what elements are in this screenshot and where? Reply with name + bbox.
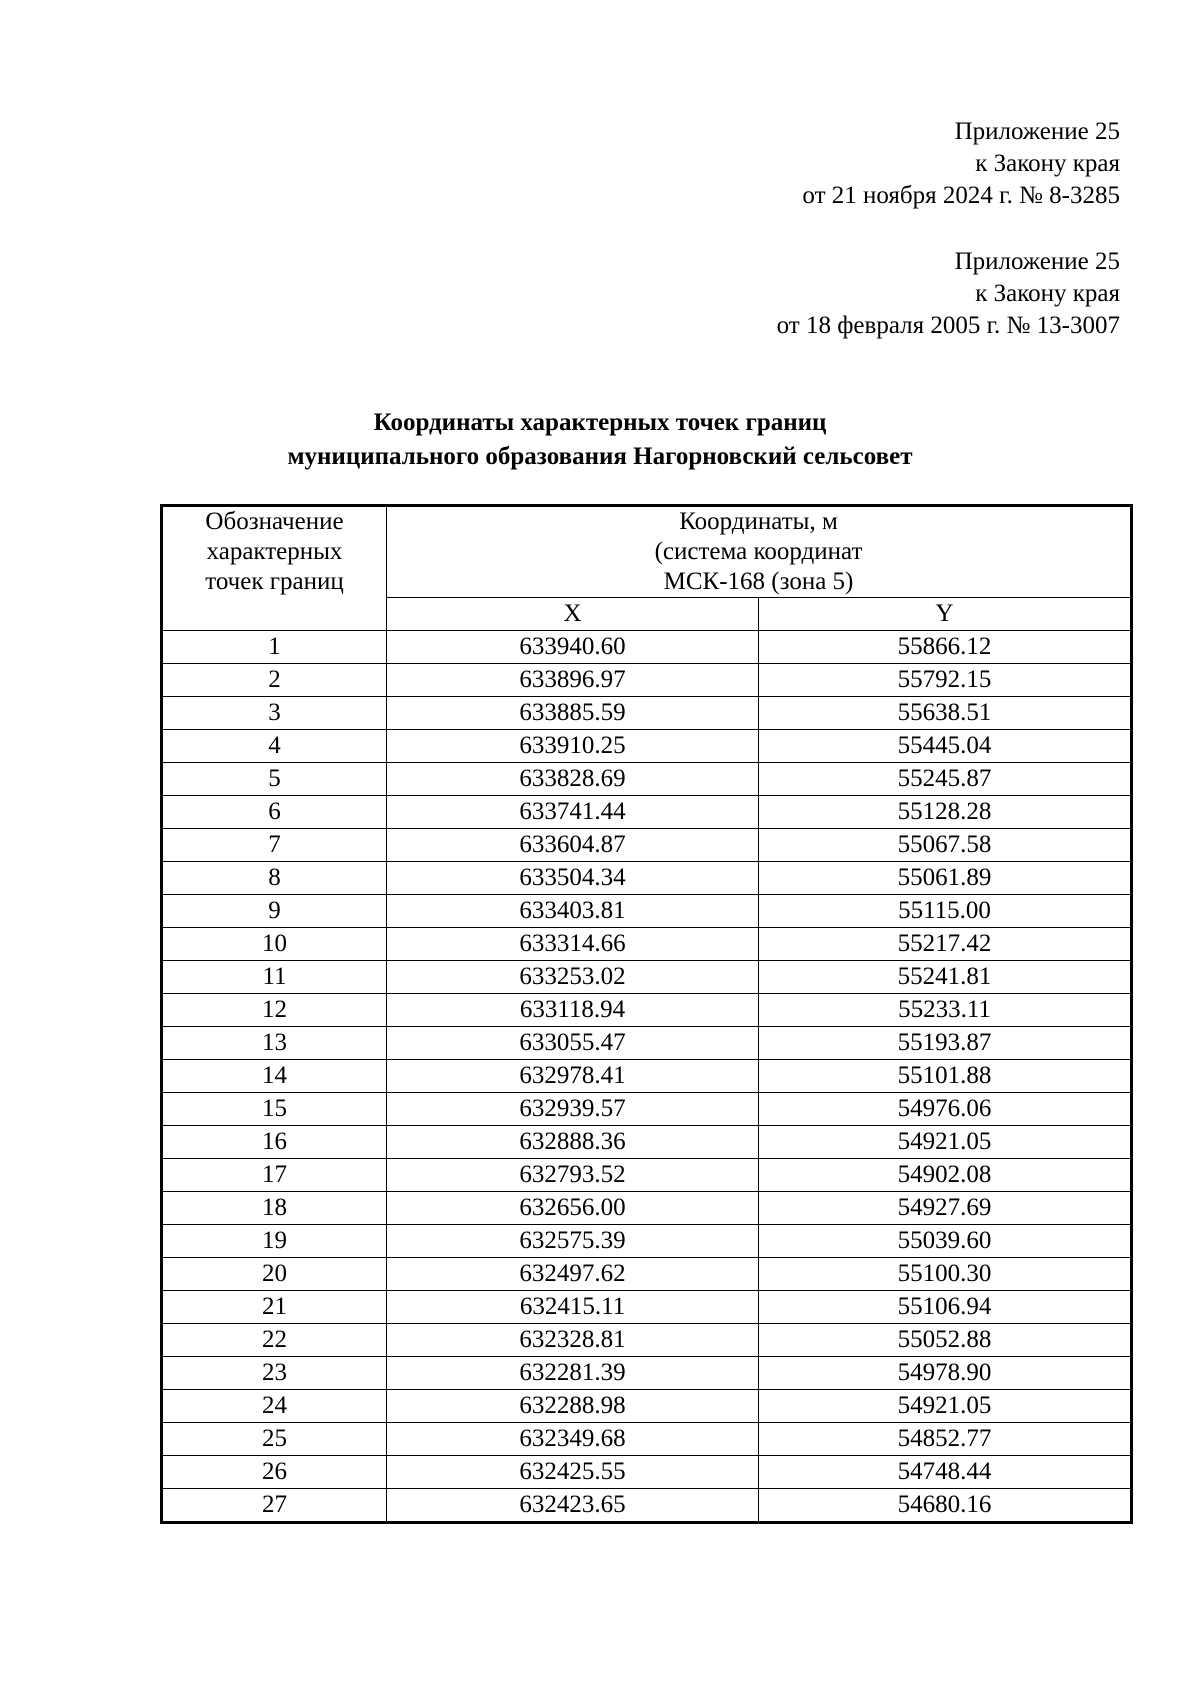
table-row <box>162 862 1132 895</box>
y-cell: 54921.05 <box>759 1390 1132 1423</box>
table-row <box>162 1159 1132 1192</box>
x-cell: 632288.98 <box>387 1390 759 1423</box>
point-cell: 3 <box>162 697 387 730</box>
y-cell: 55100.30 <box>759 1258 1132 1291</box>
y-cell: 55115.00 <box>759 895 1132 928</box>
table-row <box>162 1258 1132 1291</box>
table-row <box>162 1126 1132 1159</box>
table-row <box>162 1357 1132 1390</box>
x-cell: 633604.87 <box>387 829 759 862</box>
y-cell: 54978.90 <box>759 1357 1132 1390</box>
point-cell: 5 <box>162 763 387 796</box>
point-cell: 8 <box>162 862 387 895</box>
y-cell: 55445.04 <box>759 730 1132 763</box>
y-cell: 54680.16 <box>759 1489 1132 1523</box>
table-row <box>162 664 1132 697</box>
x-cell: 633741.44 <box>387 796 759 829</box>
point-cell: 12 <box>162 994 387 1027</box>
point-cell: 4 <box>162 730 387 763</box>
x-cell: 632497.62 <box>387 1258 759 1291</box>
header-coordinates <box>387 506 1132 598</box>
header-point-line-3: точек границ <box>205 568 344 595</box>
y-cell: 55638.51 <box>759 697 1132 730</box>
x-cell: 633118.94 <box>387 994 759 1027</box>
attachment-law-date: от 18 февраля 2005 г. № 13-3007 <box>776 312 1120 339</box>
y-cell: 54748.44 <box>759 1456 1132 1489</box>
x-cell: 632939.57 <box>387 1093 759 1126</box>
document-title-line-2: муниципального образования Нагорновский сельсовет <box>287 443 913 470</box>
document-title <box>0 406 1200 474</box>
x-cell: 633314.66 <box>387 928 759 961</box>
x-cell: 633940.60 <box>387 631 759 664</box>
x-cell: 632425.55 <box>387 1456 759 1489</box>
x-cell: 632888.36 <box>387 1126 759 1159</box>
table-row <box>162 796 1132 829</box>
x-cell: 632415.11 <box>387 1291 759 1324</box>
y-cell: 55067.58 <box>759 829 1132 862</box>
y-cell: 54902.08 <box>759 1159 1132 1192</box>
table-row <box>162 994 1132 1027</box>
table-row <box>162 763 1132 796</box>
x-cell: 633403.81 <box>387 895 759 928</box>
point-cell: 19 <box>162 1225 387 1258</box>
x-cell: 632575.39 <box>387 1225 759 1258</box>
table-body <box>162 631 1132 1523</box>
attachment-number: Приложение 25 <box>954 248 1120 275</box>
y-cell: 55061.89 <box>759 862 1132 895</box>
x-cell: 632349.68 <box>387 1423 759 1456</box>
table-row <box>162 961 1132 994</box>
point-cell: 11 <box>162 961 387 994</box>
y-cell: 55217.42 <box>759 928 1132 961</box>
y-cell: 54921.05 <box>759 1126 1132 1159</box>
table-row <box>162 1093 1132 1126</box>
y-cell: 55101.88 <box>759 1060 1132 1093</box>
table-row <box>162 895 1132 928</box>
attachment-law-ref: к Закону края <box>975 280 1120 307</box>
x-cell: 633253.02 <box>387 961 759 994</box>
y-cell: 55106.94 <box>759 1291 1132 1324</box>
table-row <box>162 1192 1132 1225</box>
x-cell: 632423.65 <box>387 1489 759 1523</box>
point-cell: 6 <box>162 796 387 829</box>
table-row <box>162 730 1132 763</box>
x-cell: 633885.59 <box>387 697 759 730</box>
point-cell: 20 <box>162 1258 387 1291</box>
document-title-line-1: Координаты характерных точек границ <box>373 409 827 436</box>
point-cell: 10 <box>162 928 387 961</box>
y-cell: 55792.15 <box>759 664 1132 697</box>
table-row <box>162 1456 1132 1489</box>
y-cell: 55039.60 <box>759 1225 1132 1258</box>
point-cell: 14 <box>162 1060 387 1093</box>
point-cell: 26 <box>162 1456 387 1489</box>
point-cell: 1 <box>162 631 387 664</box>
y-cell: 55245.87 <box>759 763 1132 796</box>
header-x: X <box>387 598 759 631</box>
attachment-number: Приложение 25 <box>954 118 1120 145</box>
table-row <box>162 1060 1132 1093</box>
x-cell: 632328.81 <box>387 1324 759 1357</box>
y-cell: 55193.87 <box>759 1027 1132 1060</box>
point-cell: 2 <box>162 664 387 697</box>
attachment-block-current <box>802 116 1120 212</box>
table-row <box>162 928 1132 961</box>
x-cell: 633828.69 <box>387 763 759 796</box>
attachment-law-ref: к Закону края <box>975 150 1120 177</box>
table-row <box>162 1225 1132 1258</box>
y-cell: 55866.12 <box>759 631 1132 664</box>
point-cell: 15 <box>162 1093 387 1126</box>
x-cell: 633055.47 <box>387 1027 759 1060</box>
x-cell: 632793.52 <box>387 1159 759 1192</box>
table-row <box>162 1291 1132 1324</box>
point-cell: 21 <box>162 1291 387 1324</box>
point-cell: 23 <box>162 1357 387 1390</box>
table-row <box>162 829 1132 862</box>
header-coords-line-3: МСК-168 (зона 5) <box>663 568 854 595</box>
x-cell: 633910.25 <box>387 730 759 763</box>
header-coords-line-2: (система координат <box>654 538 863 565</box>
table-row <box>162 697 1132 730</box>
x-cell: 632656.00 <box>387 1192 759 1225</box>
table-row <box>162 1489 1132 1523</box>
table-row <box>162 1423 1132 1456</box>
table-row <box>162 1324 1132 1357</box>
point-cell: 16 <box>162 1126 387 1159</box>
x-cell: 633504.34 <box>387 862 759 895</box>
point-cell: 27 <box>162 1489 387 1523</box>
y-cell: 54976.06 <box>759 1093 1132 1126</box>
x-cell: 632978.41 <box>387 1060 759 1093</box>
point-cell: 24 <box>162 1390 387 1423</box>
y-cell: 54927.69 <box>759 1192 1132 1225</box>
coordinates-table <box>160 504 1133 1524</box>
point-cell: 17 <box>162 1159 387 1192</box>
point-cell: 25 <box>162 1423 387 1456</box>
y-cell: 55052.88 <box>759 1324 1132 1357</box>
point-cell: 22 <box>162 1324 387 1357</box>
y-cell: 55241.81 <box>759 961 1132 994</box>
x-cell: 633896.97 <box>387 664 759 697</box>
point-cell: 7 <box>162 829 387 862</box>
header-point-line-2: характерных <box>206 538 343 565</box>
y-cell: 55233.11 <box>759 994 1132 1027</box>
table-header-row <box>162 506 1132 598</box>
table-row <box>162 1390 1132 1423</box>
table-row <box>162 1027 1132 1060</box>
table-header <box>162 506 1132 631</box>
x-cell: 632281.39 <box>387 1357 759 1390</box>
y-cell: 55128.28 <box>759 796 1132 829</box>
header-point-line-1: Обозначение <box>205 508 344 535</box>
y-cell: 54852.77 <box>759 1423 1132 1456</box>
table-row <box>162 631 1132 664</box>
point-cell: 18 <box>162 1192 387 1225</box>
header-point-designation <box>162 506 387 631</box>
attachment-block-original <box>777 246 1120 342</box>
header-coords-line-1: Координаты, м <box>679 508 838 535</box>
point-cell: 9 <box>162 895 387 928</box>
point-cell: 13 <box>162 1027 387 1060</box>
header-y: Y <box>759 598 1132 631</box>
attachment-law-date: от 21 ноября 2024 г. № 8-3285 <box>802 182 1120 209</box>
